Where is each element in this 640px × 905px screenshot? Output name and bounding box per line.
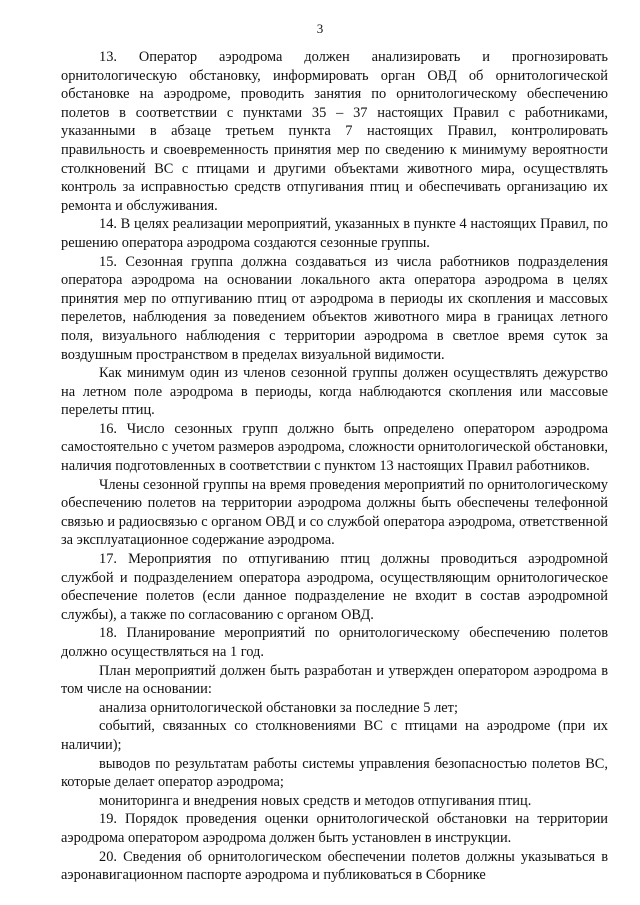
paragraph-18-plan: План мероприятий должен быть разработан и утвержден оператором аэродрома в том числе на основании:	[61, 662, 608, 698]
paragraph-13: 13. Оператор аэродрома должен анализировать и прогнозировать орнитологическую обстановку, информировать орган ОВД об орнитологической обстановке на аэродроме, проводить занятия по орнитологическому обеспечению полетов в соответствии с пунктами 35 – 37 настоящих Правил с работниками, указанными в абзаце третьем пункта 7 настоящих Правил, контролировать правильность и своевременность принятия мер по сведению к минимуму вероятности столкновений ВС с птицами и другими объектами животного мира, осуществлять контроль за исправностью средств отпугивания птиц и обеспечивать организацию их ремонта и обслуживания.	[61, 49, 608, 214]
list-item-monitoring: мониторинга и внедрения новых средств и методов отпугивания птиц.	[99, 792, 532, 809]
paragraph-16: 16. Число сезонных групп должно быть определено оператором аэродрома самостоятельно с учетом размеров аэродрома, сложности орнитологической обстановки, наличия подготовленных в соответствии с пунктом 13 настоящих Правил работников.	[61, 420, 608, 475]
paragraph-17: 17. Мероприятия по отпугиванию птиц должны проводиться аэродромной службой и подразделением оператора аэродрома, осуществляющим орнитологическое обеспечение полетов (если данное подразделение не входит в состав аэродромной службы), а также по согласованию с органом ОВД.	[61, 551, 608, 623]
list-item-events: событий, связанных со столкновениями ВС с птицами на аэродроме (при их наличии);	[61, 718, 608, 753]
page-number: 3	[316, 21, 324, 36]
list-item-conclusions: выводов по результатам работы системы управления безопасностью полетов ВС, которые делает оператор аэродрома;	[61, 755, 608, 791]
list-item-analysis: анализа орнитологической обстановки за последние 5 лет;	[99, 699, 458, 716]
paragraph-18: 18. Планирование мероприятий по орнитологическому обеспечению полетов должно осуществляться на 1 год.	[61, 625, 608, 660]
paragraph-15: 15. Сезонная группа должна создаваться из числа работников подразделения оператора аэродрома на основании локального акта оператора аэродрома в целях принятия мер по отпугиванию птиц от аэродрома в периоды их скопления и массовых перелетов, наблюдения за поведением объектов животного мира в границах летного поля, визуального наблюдения с территории аэродрома в светлое время суток за воздушным пространством в пределах визуальной видимости.	[61, 253, 608, 363]
paragraph-15-duty: Как минимум один из членов сезонной группы должен осуществлять дежурство на летном поле аэродрома в периоды, когда наблюдаются скопления или массовые перелеты птиц.	[61, 365, 608, 419]
paragraph-20: 20. Сведения об орнитологическом обеспечении полетов должны указываться в аэронавигационном паспорте аэродрома и публиковаться в Сборнике	[61, 848, 608, 884]
paragraph-16-members: Члены сезонной группы на время проведения мероприятий по орнитологическому обеспечению полетов на территории аэродрома должны быть обеспечены телефонной связью и радиосвязью с органом ОВД и со службой оператора аэродрома, ответственной за эксплуатационное содержание аэродрома.	[61, 476, 608, 549]
paragraph-14: 14. В целях реализации мероприятий, указанных в пункте 4 настоящих Правил, по решению оператора аэродрома создаются сезонные группы.	[61, 216, 608, 251]
paragraph-19: 19. Порядок проведения оценки орнитологической обстановки на территории аэродрома оператором аэродрома должен быть установлен в инструкции.	[61, 811, 608, 846]
document-body	[61, 48, 608, 885]
